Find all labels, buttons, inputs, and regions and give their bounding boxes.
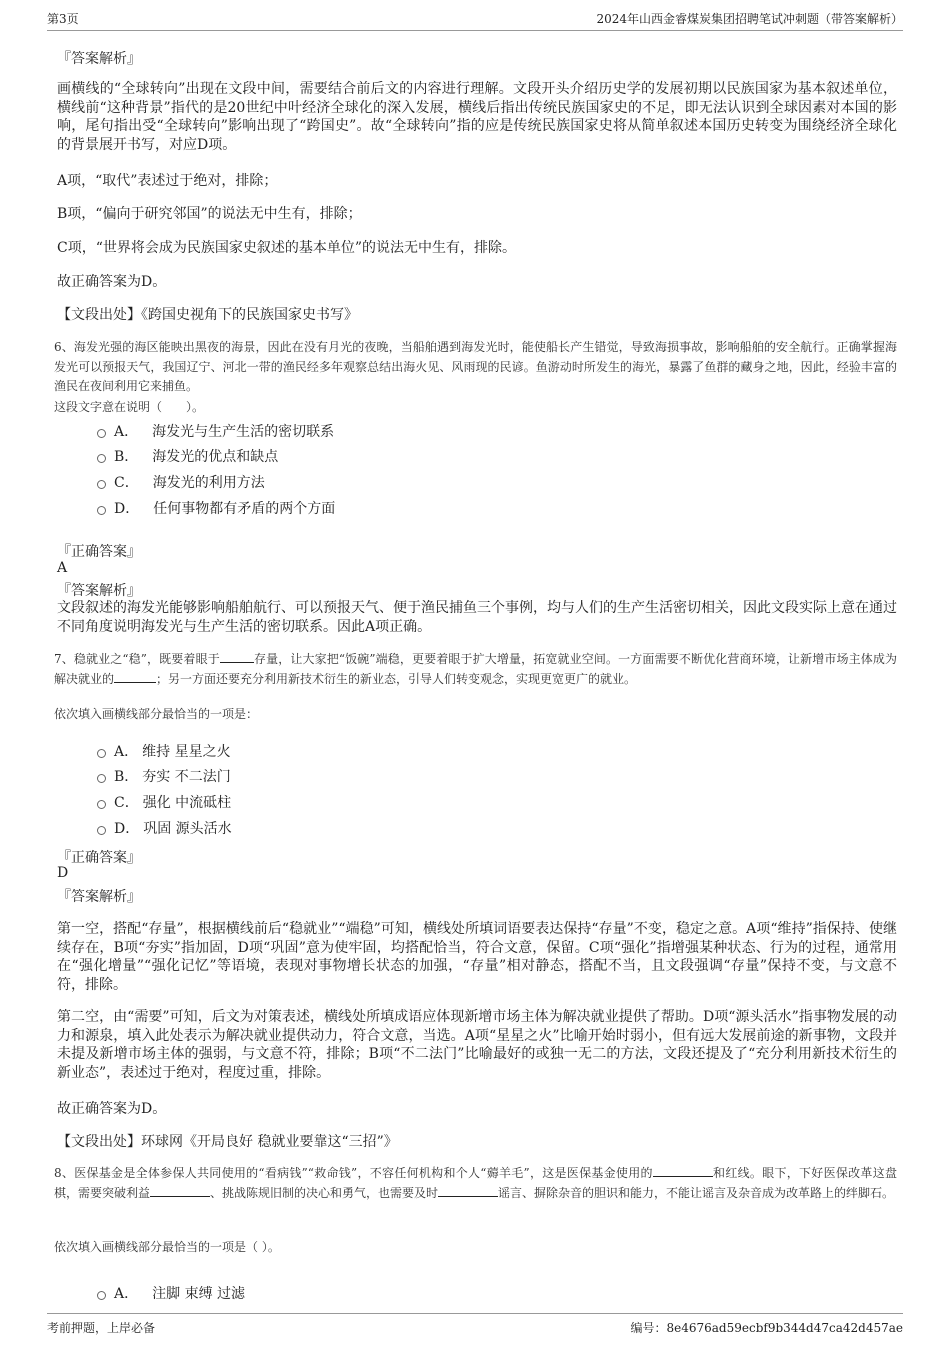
q7-stem: 7、稳就业之“稳”，既要着眼于 存量，让大家把“饭碗”端稳，更要着眼于扩大增量，拓宽就业空间。一方面需要不断优化营商环境，让新增市场主体成为解决就业的 ；另一方面还要充分利用新技术衍生的新业态，引导人们转变观念，实现更宽更广的就业。	[54, 652, 897, 686]
q8-option-a[interactable]: A． 注脚 束缚 过滤	[97, 1284, 245, 1302]
q7-prompt: 依次填入画横线部分最恰当的一项是：	[54, 707, 259, 721]
q7-option-b[interactable]: B． 夯实 不二法门	[97, 767, 231, 785]
q5-conclusion: 故正确答案为D。	[57, 274, 167, 290]
radio-icon[interactable]	[97, 800, 106, 809]
q6-option-b[interactable]: B． 海发光的优点和缺点	[97, 447, 278, 465]
q6-option-c[interactable]: C． 海发光的利用方法	[97, 473, 265, 491]
q6-answer-heading: 『正确答案』	[57, 544, 141, 560]
q5-analysis-heading: 『答案解析』	[57, 51, 141, 67]
footer-slogan: 考前押题，上岸必备	[47, 1321, 156, 1335]
q7-option-a[interactable]: A． 维持 星星之火	[97, 742, 231, 760]
q5-analysis-paragraph: 画横线的“全球转向”出现在文段中间，需要结合前后文的内容进行理解。文段开头介绍历史学的发展初期以民族国家为基本叙述单位，横线前“这种背景”指代的是20世纪中叶经济全球化的深入发展，横线后指出传统民族国家史的不足，即无法认识到全球因素对本国的影响，尾句指出受“全球转向”影响出现了“跨国史”。故“全球转向”指的应是传统民族国家史将从简单叙述本国历史转变为围绕经济全球化的背景展开书写，对应D项。	[57, 81, 897, 153]
page-number: 第3页	[47, 12, 79, 26]
q6-analysis: 文段叙述的海发光能够影响船舶航行、可以预报天气、便于渔民捕鱼三个事例，均与人们的生产生活密切相关，因此文段实际上意在通过不同角度说明海发光与生产生活的密切联系。因此A项正确。	[57, 600, 897, 635]
q8-stem: 8、医保基金是全体参保人共同使用的“看病钱”“救命钱”，不容任何机构和个人“薅羊毛”，这是医保基金使用的 和红线。眼下，下好医保改革这盘棋，需要突破利益 、挑战陈规旧制的决心和勇气，也需要及时 谣言、摒除杂音的胆识和能力，不能让谣言及杂音成为改革路上的绊脚石。	[54, 1166, 897, 1200]
blank-3	[438, 1184, 498, 1197]
radio-icon[interactable]	[97, 506, 106, 515]
q7-answer-heading: 『正确答案』	[57, 850, 141, 866]
document-title: 2024年山西金睿煤炭集团招聘笔试冲刺题（带答案解析）	[596, 12, 903, 26]
page-header	[47, 10, 903, 31]
page-footer	[47, 1313, 903, 1336]
q5-analysis-option-b: B项，“偏向于研究邻国”的说法无中生有，排除；	[57, 206, 362, 222]
radio-icon[interactable]	[97, 1291, 106, 1300]
blank-1	[653, 1164, 713, 1177]
radio-icon[interactable]	[97, 749, 106, 758]
q6-option-d[interactable]: D． 任何事物都有矛盾的两个方面	[97, 499, 335, 517]
q6-answer: A	[57, 560, 68, 576]
q7-source: 【文段出处】环球网《开局良好 稳就业要靠这“三招”》	[57, 1134, 398, 1150]
q7-option-d[interactable]: D． 巩固 源头活水	[97, 819, 232, 837]
radio-icon[interactable]	[97, 826, 106, 835]
blank-1	[220, 650, 254, 663]
blank-2	[150, 1184, 210, 1197]
q7-analysis-paragraph-2: 第二空，由“需要”可知，后文为对策表述，横线处所填成语应体现新增市场主体为解决就业提供了帮助。D项“源头活水”指事物发展的动力和源泉，填入此处表示为解决就业提供动力，符合文意，当选。A项“星星之火”比喻开始时弱小，但有远大发展前途的新事物，文段并未提及新增市场主体的强弱，与文意不符，排除；B项“不二法门”比喻最好的或独一无二的方法，文段还提及了“充分利用新技术衍生的新业态”，表述过于绝对，程度过重，排除。	[57, 1009, 897, 1081]
document-id: 编号：8e4676ad59ecbf9b344d47ca42d457ae	[630, 1321, 903, 1335]
radio-icon[interactable]	[97, 774, 106, 783]
q7-analysis-heading: 『答案解析』	[57, 889, 141, 905]
q6-option-a[interactable]: A． 海发光与生产生活的密切联系	[97, 422, 334, 440]
radio-icon[interactable]	[97, 480, 106, 489]
blank-2	[114, 670, 156, 683]
q6-prompt: 这段文字意在说明（ ）。	[54, 400, 205, 414]
radio-icon[interactable]	[97, 454, 106, 463]
q7-answer: D	[57, 865, 69, 881]
q5-analysis-option-c: C项，“世界将会成为民族国家史叙述的基本单位”的说法无中生有，排除。	[57, 240, 517, 256]
q6-analysis-heading: 『答案解析』	[57, 583, 141, 599]
q7-analysis-paragraph-1: 第一空，搭配“存量”，根据横线前后“稳就业”“端稳”可知，横线处所填词语要表达保持“存量”不变，稳定之意。A项“维持”指保持、使继续存在，B项“夯实”指加固，D项“巩固”意为使牢固，均搭配恰当，符合文意，保留。C项“强化”指增强某种状态、行为的过程，通常用在“强化增量”“强化记忆”等语境，表现对事物增长状态的加强，“存量”相对静态，搭配不当，且文段强调“存量”保持不变，与文意不符，排除。	[57, 921, 897, 993]
q7-conclusion: 故正确答案为D。	[57, 1101, 167, 1117]
q5-analysis-option-a: A项，“取代”表述过于绝对，排除；	[57, 173, 278, 189]
q5-source: 【文段出处】《跨国史视角下的民族国家史书写》	[57, 307, 358, 323]
q8-prompt: 依次填入画横线部分最恰当的一项是（ ）。	[54, 1240, 280, 1254]
q7-option-c[interactable]: C． 强化 中流砥柱	[97, 793, 231, 811]
radio-icon[interactable]	[97, 429, 106, 438]
q6-stem: 6、海发光强的海区能映出黑夜的海景，因此在没有月光的夜晚，当船舶遇到海发光时，能使船长产生错觉，导致海损事故，影响船舶的安全航行。正确掌握海发光可以预报天气，我国辽宁、河北一带的渔民经多年观察总结出海火见、风雨现的民谚。鱼游动时所发生的海光，暴露了鱼群的藏身之地，因此，经验丰富的渔民在夜间利用它来捕鱼。	[54, 340, 897, 393]
